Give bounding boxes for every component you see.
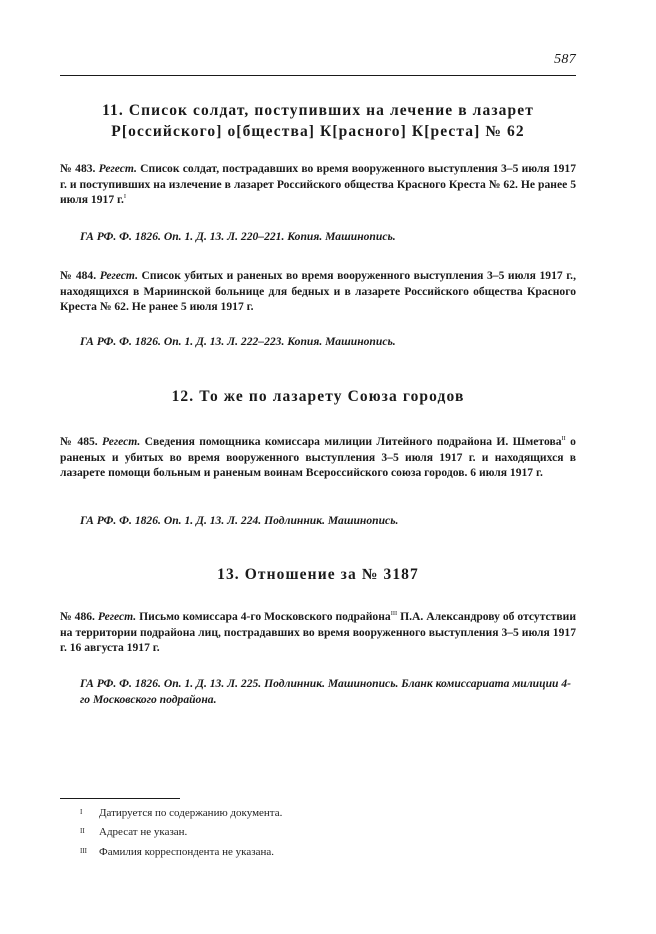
footnote-text: Датируется по содержанию документа. [99,807,283,819]
document-text: Письмо комиссара 4-го Московского подрайона [139,610,391,623]
document-text: Сведения помощника комиссара милиции Литейного подрайона И. Шметова [144,435,562,448]
archive-source-486: ГА РФ. Ф. 1826. Оп. 1. Д. 13. Л. 225. Подлинник. Машинопись. Бланк комиссариата милиции 4-го Московского подрайона. [80,677,572,706]
footnote-text: Фамилия корреспондента не указана. [99,846,274,858]
footnote-mark: III [80,847,87,855]
archive-source-484: ГА РФ. Ф. 1826. Оп. 1. Д. 13. Л. 222–223. Копия. Машинопись. [80,335,396,348]
document-number: № 484. [60,269,97,282]
section-heading-11-line1: 11. Список солдат, поступивших на лечение в лазарет [102,102,534,119]
archive-source-485: ГА РФ. Ф. 1826. Оп. 1. Д. 13. Л. 224. Подлинник. Машинопись. [80,514,399,527]
footnote-mark: II [80,827,85,835]
document-number: № 486. [60,610,95,623]
document-number: № 485. [60,435,98,448]
document-text-continued: о раненых и убитых во время вооруженного выступления 3–5 июля 1917 г. и находящихся в лазарете помощи больным и раненым воинам Всероссийского союза городов. 6 июля 1917 г. [60,435,576,480]
footnote-text: Адресат не указан. [99,826,188,838]
footnote-ref: III [390,610,398,617]
document-text: Список убитых и раненых во время вооруженного выступления 3–5 июля 1917 г., находящихся в Мариинской больнице для бедных и в лазарете Российского общества Красного Креста № 62. Не ранее 5 июля 1917 г. [60,269,576,314]
regest-label: Регест. [98,162,137,175]
section-heading-11 [60,100,576,142]
section-heading-12: 12. То же по лазарету Союза городов [171,388,465,405]
footnote-rule [60,798,180,799]
document-number: № 483. [60,162,96,175]
regest-label: Регест. [99,269,138,282]
document-entry-486 [60,609,576,656]
header-rule [60,75,576,76]
footnote-ref: II [561,435,566,442]
document-entry-483 [60,161,576,208]
footnote-mark: I [80,808,83,816]
document-entry-484 [60,268,576,315]
page-number: 587 [554,52,576,67]
document-text-continued: П.А. Александрову об отсутствии на территории подрайона лиц, пострадавших во время вооруженного выступления 3–5 июля 1917 г. 16 августа 1917 г. [60,610,576,655]
section-heading-11-line2: Р[оссийского] о[бщества] К[расного] К[реста] № 62 [111,123,525,140]
section-heading-13: 13. Отношение за № 3187 [217,566,419,583]
regest-label: Регест. [97,610,137,623]
archive-source-483: ГА РФ. Ф. 1826. Оп. 1. Д. 13. Л. 220–221. Копия. Машинопись. [80,230,396,243]
regest-label: Регест. [102,435,141,448]
footnote-ref: I [123,193,127,201]
document-text: Список солдат, пострадавших во время вооруженного выступления 3–5 июля 1917 г. и поступивших на излечение в лазарет Российского общества Красного Креста № 62. Не ранее 5 июля 1917 г. [60,162,576,207]
document-entry-485 [60,434,576,481]
